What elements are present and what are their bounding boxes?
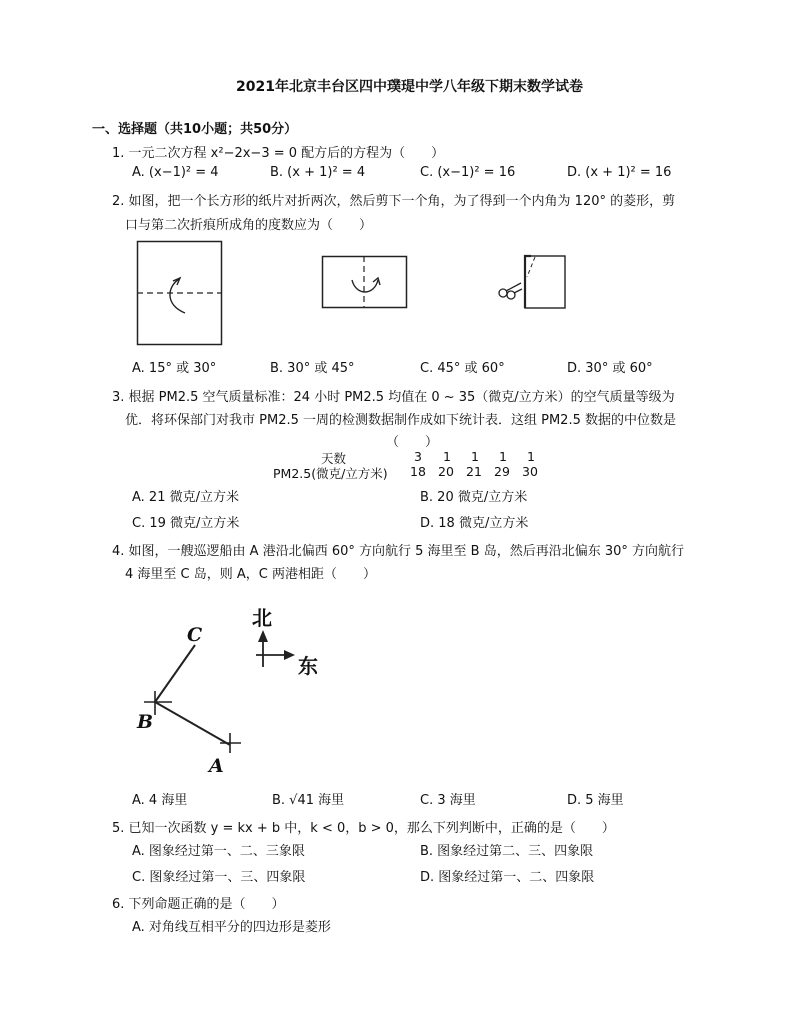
q2-option-b: B. 30° 或 45° bbox=[270, 361, 355, 376]
scissors-icon bbox=[499, 283, 522, 299]
q4-option-c: C. 3 海里 bbox=[420, 793, 476, 808]
q2-option-d: D. 30° 或 60° bbox=[567, 361, 653, 376]
navigation-figure bbox=[130, 595, 350, 775]
question-3-stem-line2: 优．将环保部门对我市 PM2.5 一周的检测数据制作成如下统计表．这组 PM2.5 数据的中位数是 bbox=[125, 413, 676, 428]
paper-fold-figure-2 bbox=[322, 256, 407, 308]
question-5-stem: 5. 已知一次函数 y = kx + b 中，k < 0，b > 0，那么下列判断中，正确的是（ ） bbox=[112, 821, 615, 836]
table-cell: 20 bbox=[438, 464, 454, 479]
q1-option-c: C. (x−1)² = 16 bbox=[420, 165, 516, 180]
q1-option-d: D. (x + 1)² = 16 bbox=[567, 165, 672, 180]
table-cell: 1 bbox=[527, 449, 535, 464]
q3-option-d: D. 18 微克/立方米 bbox=[420, 516, 529, 531]
question-2-stem-line2: 口与第二次折痕所成角的度数应为（ ） bbox=[125, 218, 373, 233]
q5-option-a: A. 图象经过第一、二、三象限 bbox=[132, 844, 305, 859]
q5-option-d: D. 图象经过第一、二、四象限 bbox=[420, 870, 595, 885]
q4-option-a: A. 4 海里 bbox=[132, 793, 188, 808]
paper-fold-figure-1 bbox=[137, 241, 222, 345]
point-label-a: A bbox=[209, 755, 224, 777]
question-6-stem: 6. 下列命题正确的是（ ） bbox=[112, 897, 285, 912]
table-row1-label: 天数 bbox=[321, 451, 347, 466]
section-heading: 一、选择题（共10小题；共50分） bbox=[92, 122, 298, 137]
q4-option-d: D. 5 海里 bbox=[567, 793, 624, 808]
table-cell: 1 bbox=[499, 449, 507, 464]
q1-option-a: A. (x−1)² = 4 bbox=[132, 165, 219, 180]
question-3-stem-line1: 3. 根据 PM2.5 空气质量标准：24 小时 PM2.5 均值在 0 ~ 35（微克/立方米）的空气质量等级为 bbox=[112, 390, 675, 405]
q5-option-b: B. 图象经过第二、三、四象限 bbox=[420, 844, 594, 859]
q2-option-c: C. 45° 或 60° bbox=[420, 361, 505, 376]
compass-icon bbox=[256, 630, 295, 667]
table-cell: 21 bbox=[466, 464, 482, 479]
q6-option-a: A. 对角线互相平分的四边形是菱形 bbox=[132, 920, 331, 935]
question-3-stem-line3: （ ） bbox=[386, 435, 439, 450]
point-label-c: C bbox=[187, 624, 203, 646]
q1-option-b: B. (x + 1)² = 4 bbox=[270, 165, 366, 180]
table-cell: 1 bbox=[443, 449, 451, 464]
north-label: 北 bbox=[252, 606, 272, 630]
table-cell: 1 bbox=[471, 449, 479, 464]
table-cell: 30 bbox=[522, 464, 538, 479]
q3-option-c: C. 19 微克/立方米 bbox=[132, 516, 240, 531]
table-row2-label: PM2.5(微克/立方米) bbox=[273, 466, 388, 481]
q2-option-a: A. 15° 或 30° bbox=[132, 361, 217, 376]
question-2-stem-line1: 2. 如图，把一个长方形的纸片对折两次，然后剪下一个角，为了得到一个内角为 120° 的菱形，剪 bbox=[112, 194, 676, 209]
q3-option-b: B. 20 微克/立方米 bbox=[420, 490, 528, 505]
table-cell: 18 bbox=[410, 464, 426, 479]
point-label-b: B bbox=[137, 711, 154, 733]
east-label: 东 bbox=[298, 654, 318, 678]
paper-fold-figure-3 bbox=[495, 255, 570, 310]
table-cell: 3 bbox=[414, 449, 422, 464]
question-4-stem-line1: 4. 如图，一艘巡逻船由 A 港沿北偏西 60° 方向航行 5 海里至 B 岛，然后再沿北偏东 30° 方向航行 bbox=[112, 544, 685, 559]
question-4-stem-line2: 4 海里至 C 岛，则 A，C 两港相距（ ） bbox=[125, 567, 376, 582]
q4-option-b: B. √41 海里 bbox=[272, 793, 345, 808]
question-1-stem: 1. 一元二次方程 x²−2x−3 = 0 配方后的方程为（ ） bbox=[112, 146, 445, 161]
q5-option-c: C. 图象经过第一、三、四象限 bbox=[132, 870, 306, 885]
page-title: 2021年北京丰台区四中璞瑅中学八年级下期末数学试卷 bbox=[236, 79, 583, 95]
table-cell: 29 bbox=[494, 464, 510, 479]
q3-option-a: A. 21 微克/立方米 bbox=[132, 490, 239, 505]
